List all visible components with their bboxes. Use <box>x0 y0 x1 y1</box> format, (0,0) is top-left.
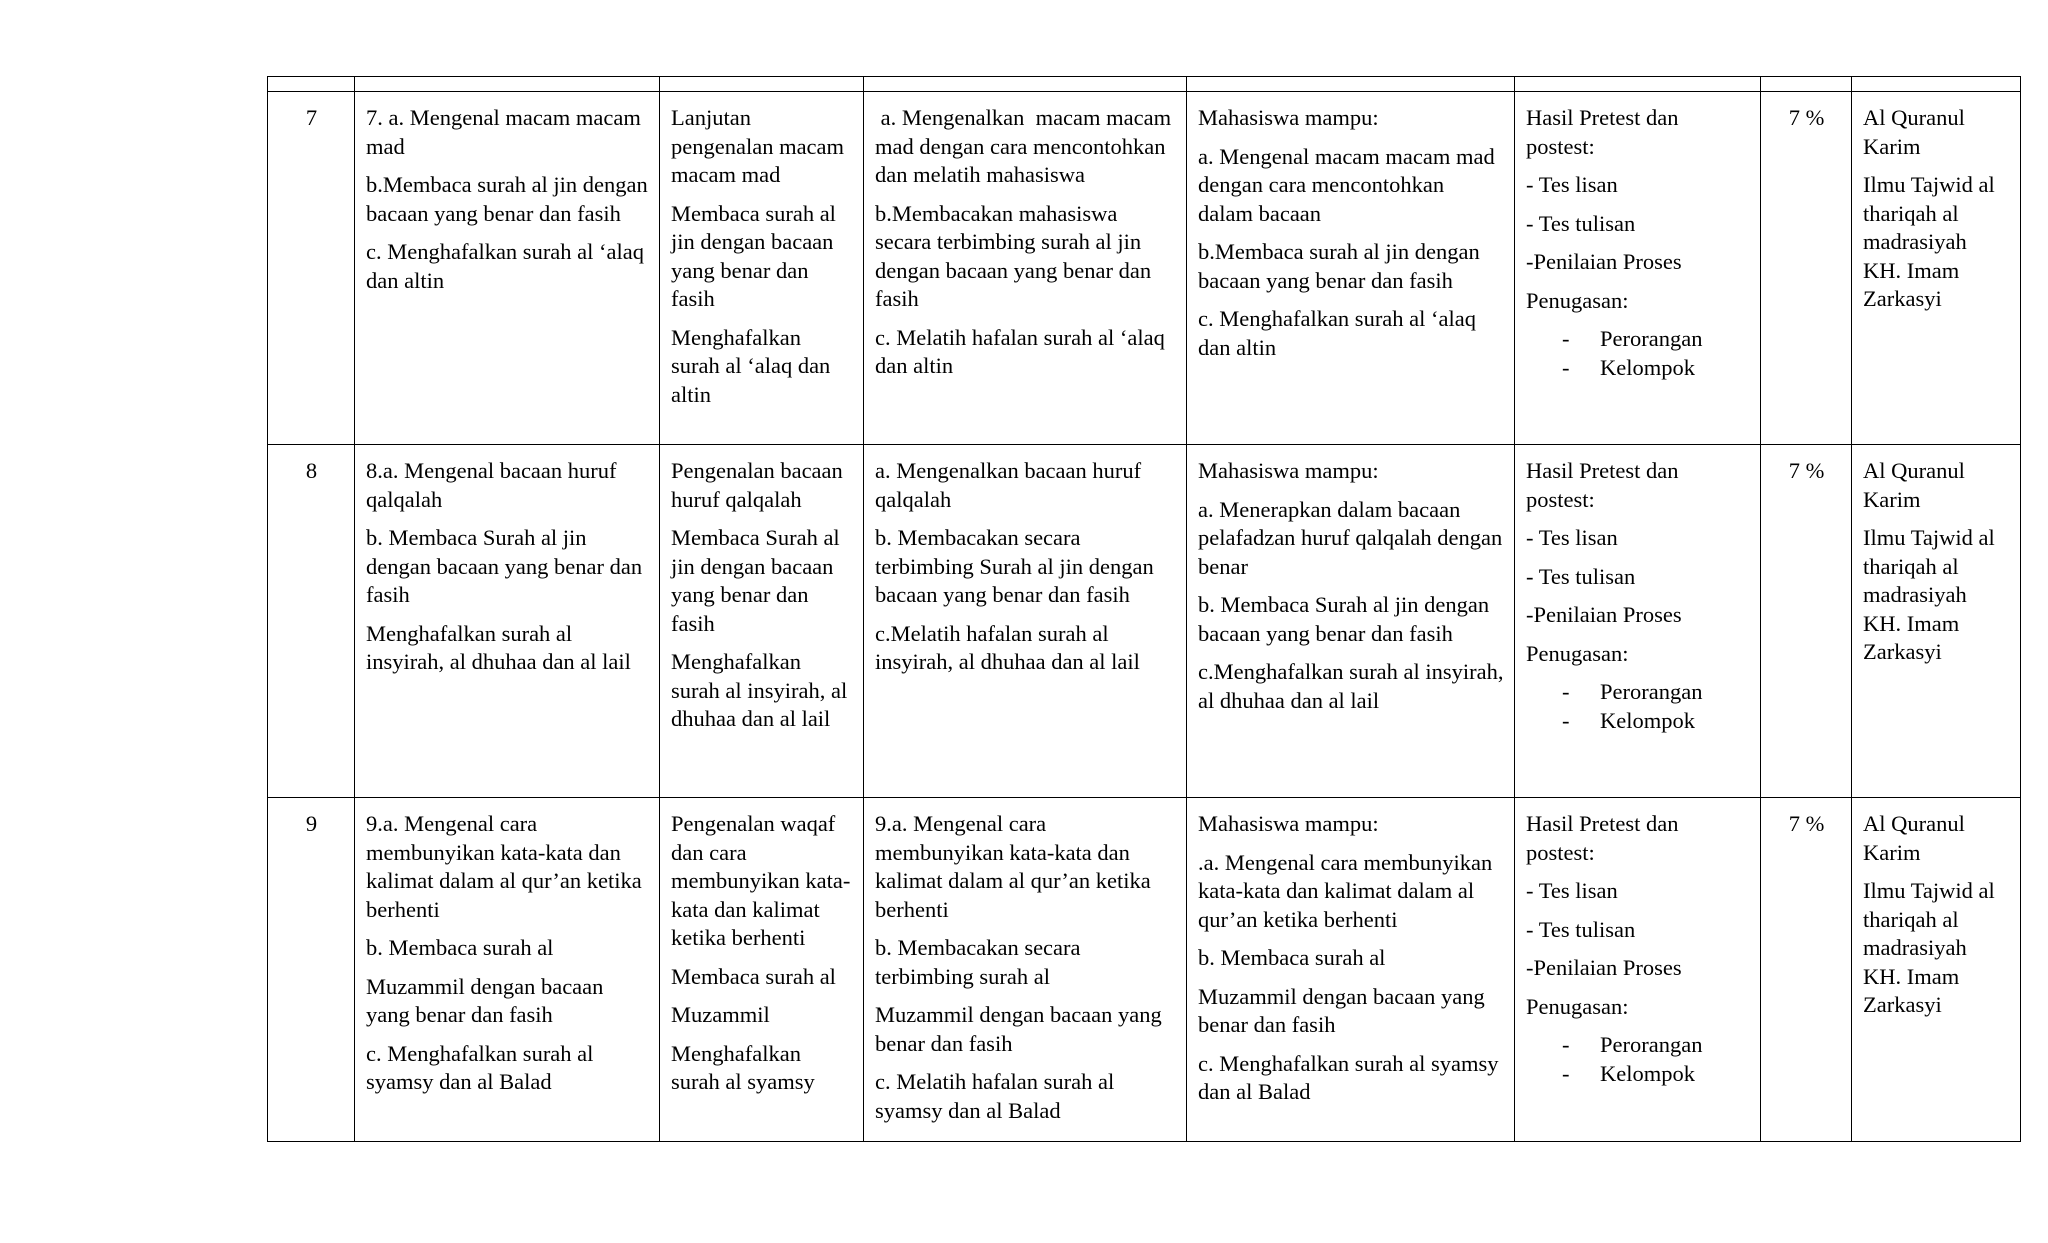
weight-value: 7 % <box>1788 811 1825 836</box>
assignment-item <box>1562 678 1750 707</box>
weight-cell <box>1761 92 1852 445</box>
reference-cell <box>1852 445 2021 798</box>
dash-bullet: - <box>1562 326 1570 351</box>
ability-item: b. Membaca surah al <box>366 935 554 960</box>
experience-cell <box>1187 92 1515 445</box>
ability-cell <box>355 445 660 798</box>
reference-item: Al Quranul Karim <box>1863 458 1965 512</box>
empty-cell <box>1187 77 1515 92</box>
experience-item: Mahasiswa mampu: <box>1198 458 1379 483</box>
assessment-line: - Tes tulisan <box>1526 563 1636 589</box>
assignment-item <box>1562 1060 1750 1089</box>
assessment-line: - Tes lisan <box>1526 525 1618 550</box>
ability-item: Menghafalkan surah al insyirah, al dhuhaa dan al lail <box>366 620 631 674</box>
assignment-label: Kelompok <box>1600 707 1695 733</box>
experience-cell <box>1187 798 1515 1142</box>
week-number: 8 <box>305 458 318 483</box>
ability-item: 7. a. Mengenal macam macam mad <box>366 105 641 159</box>
weight-value: 7 % <box>1788 458 1825 483</box>
assessment-cell <box>1515 92 1761 445</box>
dash-bullet: - <box>1562 1060 1570 1086</box>
reference-item: Ilmu Tajwid al thariqah al madrasiyah KH. Imam Zarkasyi <box>1863 172 1995 311</box>
weight-cell <box>1761 798 1852 1142</box>
material-item: Menghafalkan surah al syamsy <box>671 1040 815 1094</box>
method-cell <box>864 92 1187 445</box>
empty-cell <box>1852 77 2021 92</box>
experience-item: c. Menghafalkan surah al syamsy dan al Balad <box>1198 1050 1499 1104</box>
ability-item: b.Membaca surah al jin dengan bacaan yang benar dan fasih <box>366 172 648 226</box>
dash-bullet: - <box>1562 707 1570 733</box>
empty-cell <box>355 77 660 92</box>
assessment-line: - Tes tulisan <box>1526 210 1636 236</box>
week-number-cell <box>268 92 355 445</box>
assessment-line: Penugasan: <box>1526 640 1629 666</box>
experience-item: a. Menerapkan dalam bacaan pelafadzan huruf qalqalah dengan benar <box>1198 496 1503 579</box>
dash-bullet: - <box>1562 354 1570 380</box>
assessment-line: - Tes lisan <box>1526 878 1618 903</box>
experience-item: b. Membaca surah al <box>1198 945 1386 970</box>
method-cell <box>864 445 1187 798</box>
experience-cell <box>1187 445 1515 798</box>
material-item: Menghafalkan surah al ‘alaq dan altin <box>671 324 831 407</box>
ability-item: c. Menghafalkan surah al ‘alaq dan altin <box>366 239 644 293</box>
method-item: b.Membacakan mahasiswa secara terbimbing surah al jin dengan bacaan yang benar dan fasih <box>875 200 1152 311</box>
empty-cell <box>268 77 355 92</box>
ability-cell <box>355 798 660 1142</box>
assessment-cell <box>1515 445 1761 798</box>
ability-item: b. Membaca Surah al jin dengan bacaan yang benar dan fasih <box>366 525 643 607</box>
assignment-label: Perorangan <box>1600 1032 1703 1057</box>
reference-item: Al Quranul Karim <box>1863 811 1965 865</box>
reference-item: Ilmu Tajwid al thariqah al madrasiyah KH. Imam Zarkasyi <box>1863 525 1995 664</box>
method-item: c. Melatih hafalan surah al syamsy dan al Balad <box>875 1069 1115 1123</box>
reference-item: Al Quranul Karim <box>1863 105 1965 159</box>
method-item: c.Melatih hafalan surah al insyirah, al dhuhaa dan al lail <box>875 620 1140 674</box>
assignment-item <box>1562 1031 1750 1060</box>
method-item: a. Mengenalkan macam macam mad dengan cara mencontohkan dan melatih mahasiswa <box>875 105 1183 187</box>
material-item: Membaca surah al jin dengan bacaan yang benar dan fasih <box>671 200 836 311</box>
method-item: a. Mengenalkan bacaan huruf qalqalah <box>875 458 1142 512</box>
material-item: Lanjutan pengenalan macam macam mad <box>671 105 845 187</box>
assessment-line: Penugasan: <box>1526 287 1629 313</box>
material-item: Membaca surah al <box>671 963 836 989</box>
assignment-item <box>1562 707 1750 736</box>
dash-bullet: - <box>1562 679 1570 704</box>
reference-cell <box>1852 92 2021 445</box>
material-cell <box>660 445 864 798</box>
assessment-line: Penugasan: <box>1526 993 1629 1019</box>
assessment-line: Hasil Pretest dan postest: <box>1526 458 1679 512</box>
reference-cell <box>1852 798 2021 1142</box>
table-row <box>268 798 2021 1142</box>
material-item: Pengenalan waqaf dan cara membunyikan kata-kata dan kalimat ketika berhenti <box>671 811 851 950</box>
method-item: b. Membacakan secara terbimbing surah al <box>875 935 1081 989</box>
method-cell <box>864 798 1187 1142</box>
method-item: 9.a. Mengenal cara membunyikan kata-kata dan kalimat dalam al qur’an ketika berhenti <box>875 811 1151 922</box>
weight-cell <box>1761 445 1852 798</box>
weight-value: 7 % <box>1788 105 1825 130</box>
material-item: Menghafalkan surah al insyirah, al dhuhaa dan al lail <box>671 649 848 731</box>
empty-cell <box>1761 77 1852 92</box>
assignment-item <box>1562 325 1750 354</box>
assessment-line: - Tes lisan <box>1526 172 1618 197</box>
experience-item: c.Menghafalkan surah al insyirah, al dhuhaa dan al lail <box>1198 659 1504 713</box>
table-row <box>268 445 2021 798</box>
reference-item: Ilmu Tajwid al thariqah al madrasiyah KH. Imam Zarkasyi <box>1863 878 1995 1017</box>
week-number: 9 <box>305 811 318 836</box>
assignment-list <box>1526 678 1750 735</box>
ability-item: 8.a. Mengenal bacaan huruf qalqalah <box>366 458 617 512</box>
method-item: b. Membacakan secara terbimbing Surah al jin dengan bacaan yang benar dan fasih <box>875 525 1154 607</box>
experience-item: c. Menghafalkan surah al ‘alaq dan altin <box>1198 306 1476 360</box>
assignment-label: Perorangan <box>1600 679 1703 704</box>
material-item: Pengenalan bacaan huruf qalqalah <box>671 458 843 512</box>
material-item: Membaca Surah al jin dengan bacaan yang benar dan fasih <box>671 525 840 636</box>
week-number-cell <box>268 445 355 798</box>
assessment-line: - Tes tulisan <box>1526 916 1636 942</box>
experience-item: Mahasiswa mampu: <box>1198 105 1379 130</box>
rps-table <box>267 76 2021 1142</box>
table-top-row <box>268 77 2021 92</box>
material-cell <box>660 92 864 445</box>
assessment-line: -Penilaian Proses <box>1526 249 1682 274</box>
empty-cell <box>660 77 864 92</box>
assignment-list <box>1526 1031 1750 1088</box>
assignment-label: Kelompok <box>1600 354 1695 380</box>
assignment-label: Kelompok <box>1600 1060 1695 1086</box>
assessment-line: Hasil Pretest dan postest: <box>1526 811 1679 865</box>
experience-item: .a. Mengenal cara membunyikan kata-kata dan kalimat dalam al qur’an ketika berhenti <box>1198 849 1493 932</box>
assignment-label: Perorangan <box>1600 326 1703 351</box>
material-item: Muzammil <box>671 1002 770 1027</box>
method-item: Muzammil dengan bacaan yang benar dan fasih <box>875 1002 1162 1056</box>
experience-item: Muzammil dengan bacaan yang benar dan fasih <box>1198 983 1485 1037</box>
empty-cell <box>1515 77 1761 92</box>
assignment-item <box>1562 354 1750 383</box>
method-item: c. Melatih hafalan surah al ‘alaq dan altin <box>875 324 1165 378</box>
empty-cell <box>864 77 1187 92</box>
experience-item: b.Membaca surah al jin dengan bacaan yang benar dan fasih <box>1198 239 1480 293</box>
table-row <box>268 92 2021 445</box>
ability-item: 9.a. Mengenal cara membunyikan kata-kata dan kalimat dalam al qur’an ketika berhenti <box>366 811 642 922</box>
experience-item: Mahasiswa mampu: <box>1198 811 1379 836</box>
ability-item: c. Menghafalkan surah al syamsy dan al Balad <box>366 1040 594 1094</box>
experience-item: a. Mengenal macam macam mad dengan cara mencontohkan dalam bacaan <box>1198 143 1495 226</box>
week-number: 7 <box>305 105 318 130</box>
assessment-line: -Penilaian Proses <box>1526 955 1682 980</box>
week-number-cell <box>268 798 355 1142</box>
ability-cell <box>355 92 660 445</box>
material-cell <box>660 798 864 1142</box>
assignment-list <box>1526 325 1750 382</box>
dash-bullet: - <box>1562 1032 1570 1057</box>
experience-item: b. Membaca Surah al jin dengan bacaan yang benar dan fasih <box>1198 592 1490 646</box>
assessment-cell <box>1515 798 1761 1142</box>
assessment-line: -Penilaian Proses <box>1526 602 1682 627</box>
assessment-line: Hasil Pretest dan postest: <box>1526 105 1679 159</box>
ability-item: Muzammil dengan bacaan yang benar dan fasih <box>366 973 604 1027</box>
